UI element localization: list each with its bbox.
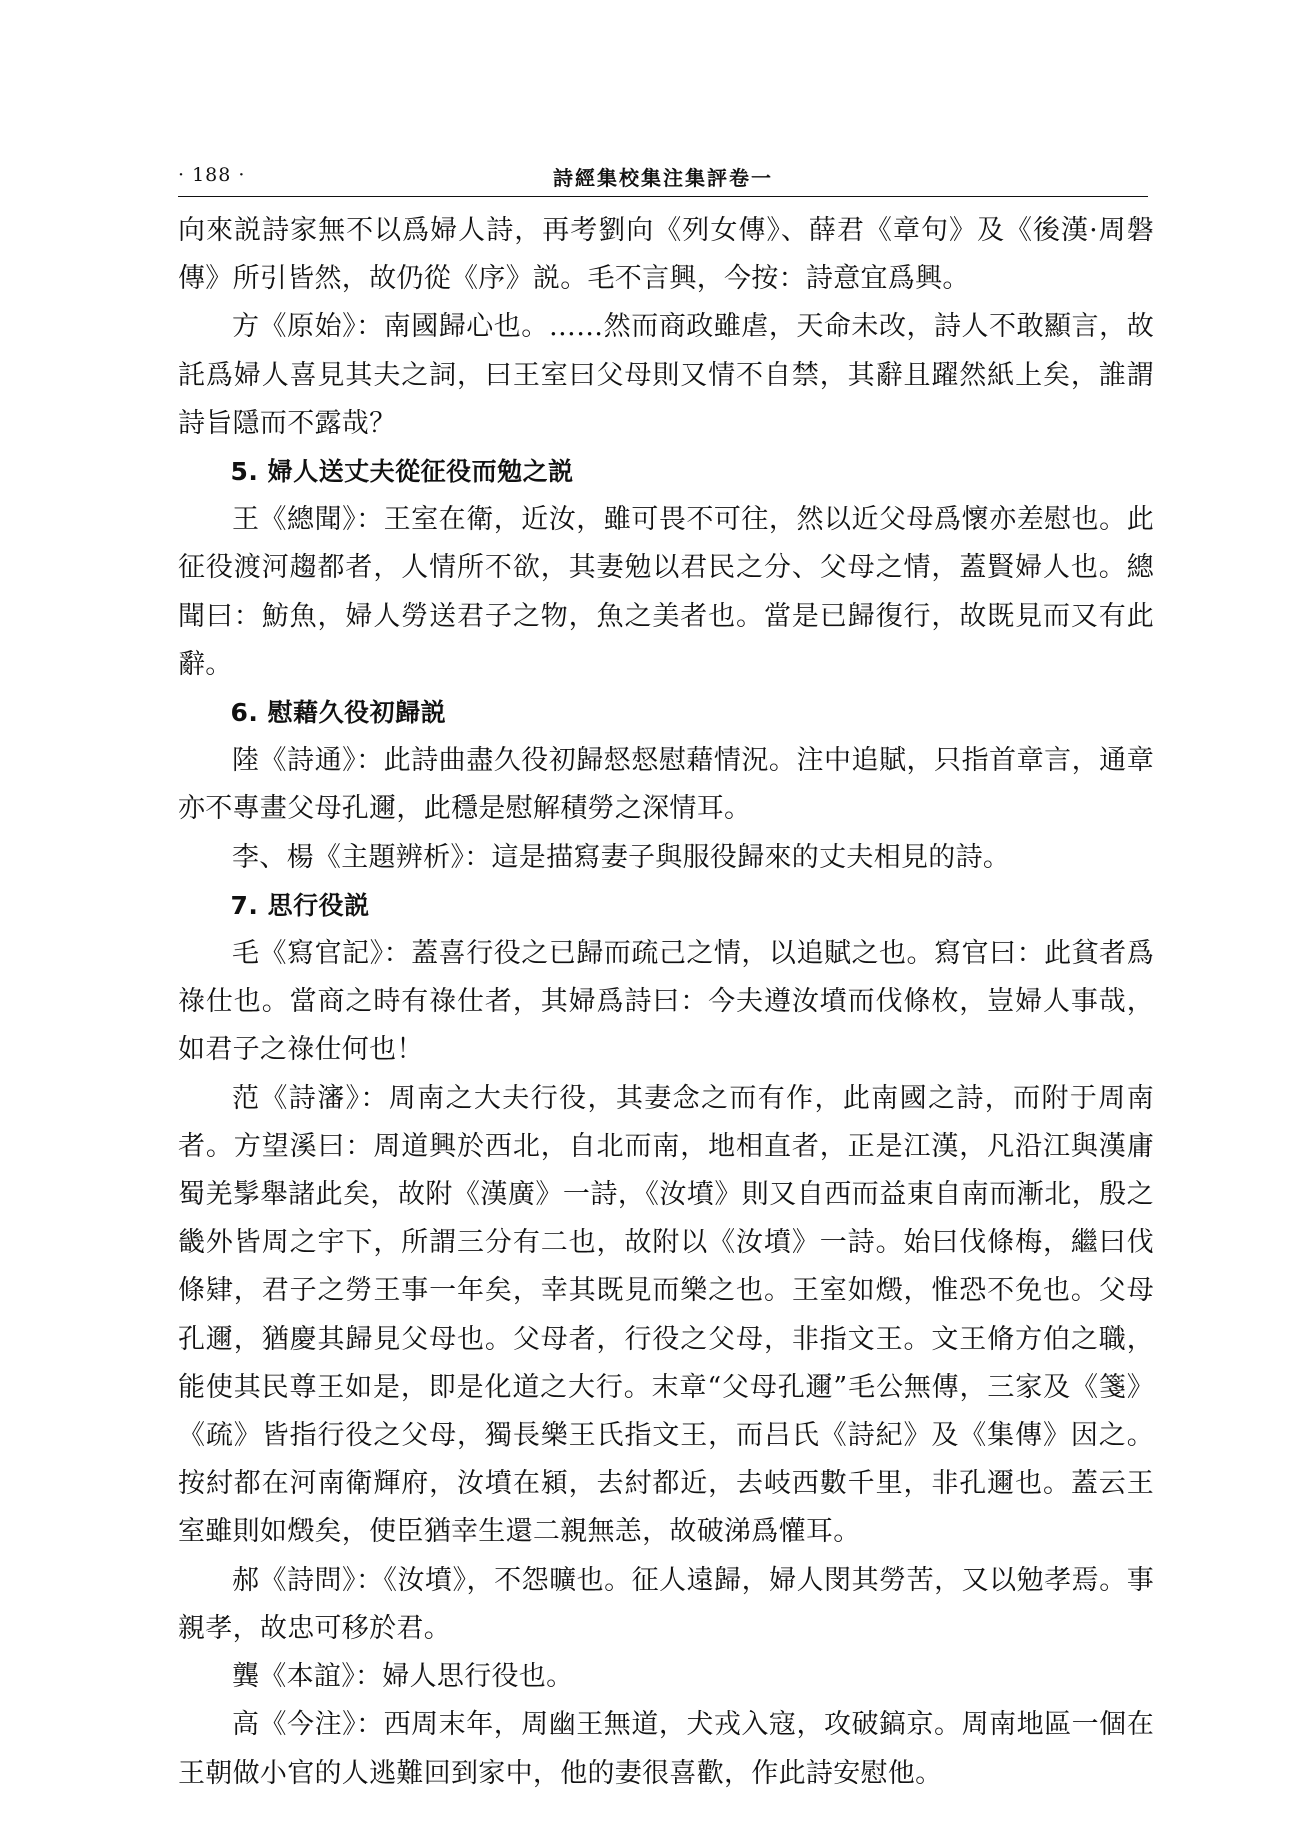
section-heading-6: 6. 慰藉久役初歸説 <box>230 698 447 728</box>
paragraph-fan-shishen: 范《詩瀋》：周南之大夫行役，其妻念之而有作，此南國之詩，而附于周南者。方望溪曰：周道興於西北，自北而南，地相直者，正是江漢，凡沿江與漢庸蜀羌髳舉諸此矣，故附《漢廣》一詩，《汝墳》則又自西而益東自南而漸北，殷之畿外皆周之宇下，所謂三分有二也，故附以《汝墳》一詩。始曰伐條梅，繼曰伐條肄，君子之勞王事一年矣，幸其既見而樂之也。王室如燬，惟恐不免也。父母孔邇，猶慶其歸見父母也。父母者，行役之父母，非指文王。文王脩方伯之職，能使其民尊王如是，即是化道之大行。末章“父母孔邇”毛公無傳，三家及《箋》《疏》皆指行役之父母，獨長樂王氏指文王，而吕氏《詩紀》及《集傳》因之。按紂都在河南衛輝府，汝墳在潁，去紂都近，去岐西數千里，非孔邇也。蓋云王室雖則如燬矣，使臣猶幸生還二親無恙，故破涕爲懽耳。 <box>178 1082 1154 1548</box>
running-title: 詩經集校集注集評卷一 <box>553 166 773 190</box>
section-heading-5: 5. 婦人送丈夫從征役而勉之説 <box>230 457 574 487</box>
paragraph-gao-jinzhu: 高《今注》：西周末年，周幽王無道，犬戎入寇，攻破鎬京。周南地區一個在王朝做小官的人逃難回到家中，他的妻很喜歡，作此詩安慰他。 <box>178 1709 1154 1789</box>
paragraph-gong-benyi: 龔《本誼》：婦人思行役也。 <box>232 1661 574 1693</box>
body-text <box>178 207 1154 1798</box>
paragraph-li-yang: 李、楊《主題辨析》：這是描寫妻子與服役歸來的丈夫相見的詩。 <box>232 841 1011 873</box>
paragraph-hao-shiwen: 郝《詩問》：《汝墳》，不怨曠也。征人遠歸，婦人閔其勞苦，又以勉孝焉。事親孝，故忠可移於君。 <box>178 1564 1154 1644</box>
paragraph-lu-shitong: 陸《詩通》：此詩曲盡久役初歸惄惄慰藉情況。注中追賦，只指首章言，通章亦不專畫父母孔邇，此穩是慰解積勞之深情耳。 <box>178 745 1154 825</box>
header-rule <box>178 196 1148 197</box>
page-header <box>178 158 1148 198</box>
paragraph-fang-yuanshi: 方《原始》：南國歸心也。……然而商政雖虐，天命未改，詩人不敢顯言，故託爲婦人喜見其夫之詞，曰王室曰父母則又情不自禁，其辭且躍然紙上矣，誰謂詩旨隱而不露哉？ <box>178 311 1154 439</box>
page-number: · 188 · <box>178 164 246 186</box>
paragraph-wang-zongwen: 王《總聞》：王室在衛，近汝，雖可畏不可往，然以近父母爲懷亦差慰也。此征役渡河趨都者，人情所不欲，其妻勉以君民之分、父母之情，蓋賢婦人也。總聞曰：魴魚，婦人勞送君子之物，魚之美者也。當是已歸復行，故既見而又有此辭。 <box>178 504 1154 680</box>
paragraph-continued: 向來説詩家無不以爲婦人詩，再考劉向《列女傳》、薛君《章句》及《後漢·周磐傳》所引皆然，故仍從《序》説。毛不言興，今按：詩意宜爲興。 <box>178 215 1154 295</box>
paragraph-mao-xieguanji: 毛《寫官記》：蓋喜行役之已歸而疏己之情，以追賦之也。寫官曰：此貧者爲祿仕也。當商之時有祿仕者，其婦爲詩曰：今夫遵汝墳而伐條枚，豈婦人事哉，如君子之祿仕何也！ <box>178 938 1154 1066</box>
section-heading-7: 7. 思行役説 <box>230 890 370 920</box>
